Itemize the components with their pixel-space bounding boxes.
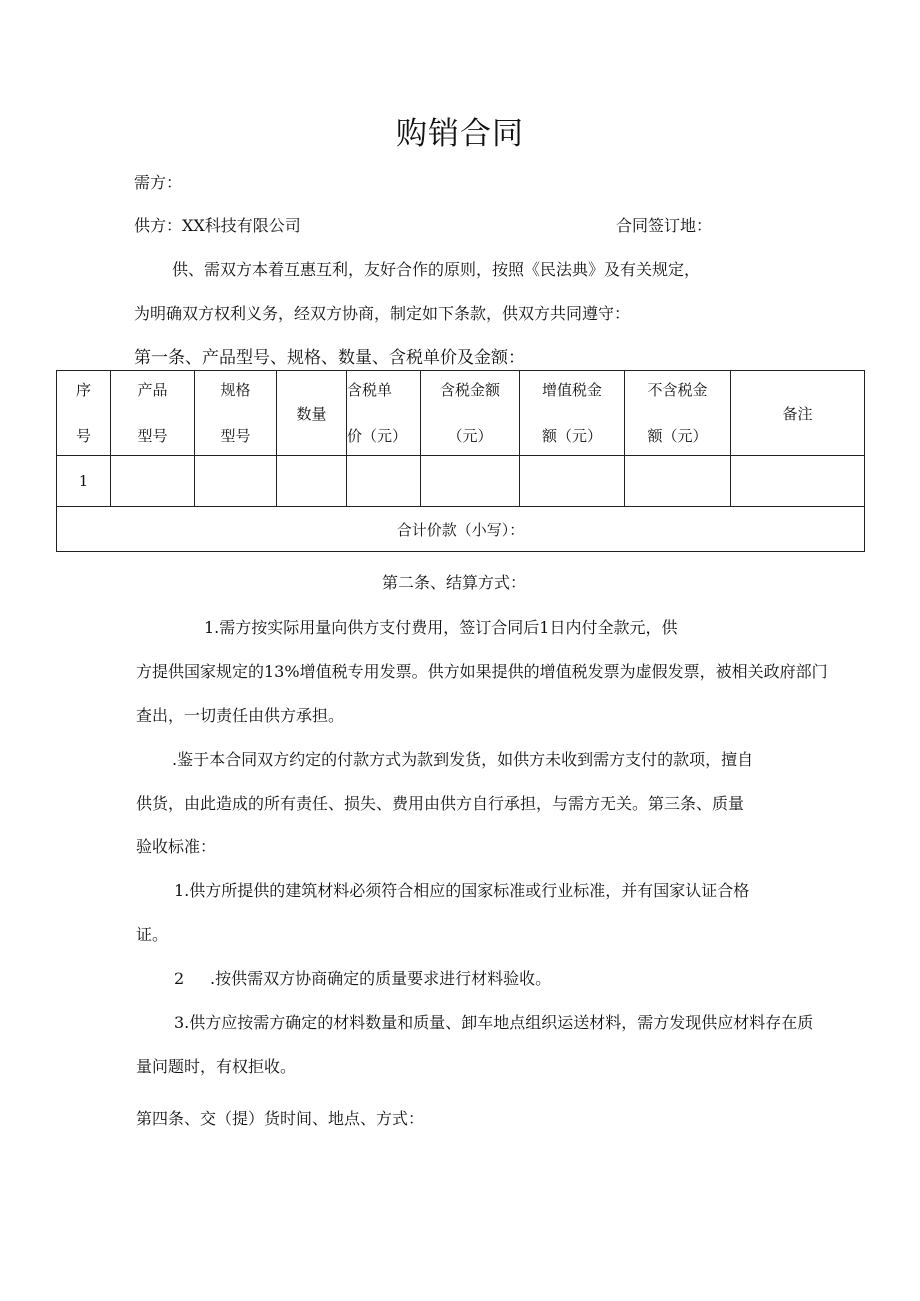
article3-line-4: 3.供方应按需方确定的材料数量和质量、卸车地点组织运送材料，需方发现供应材料存在质	[174, 1013, 814, 1032]
empty-cell	[421, 456, 520, 507]
seller-line: 供方：XX科技有限公司	[134, 216, 301, 235]
article3-line-5: 量问题时，有权拒收。	[136, 1057, 297, 1076]
article2-line-3: 查出，一切责任由供方承担。	[136, 706, 345, 725]
table-total-row	[57, 507, 865, 552]
header-spec-model: 规格 型号	[195, 371, 277, 456]
empty-cell	[195, 456, 277, 507]
row-index-cell: 1	[57, 456, 111, 507]
table-header-row	[57, 371, 865, 456]
empty-cell	[731, 456, 865, 507]
header-quantity: 数量	[277, 371, 347, 456]
empty-cell	[625, 456, 731, 507]
buyer-label: 需方：	[134, 173, 183, 192]
header-vat-amount: 增值税金 额（元）	[520, 371, 625, 456]
preamble-line-1: 供、需双方本着互惠互利，友好合作的原则，按照《民法典》及有关规定，	[172, 260, 701, 279]
article2-heading: 第二条、结算方式：	[382, 573, 527, 592]
article1-heading: 第一条、产品型号、规格、数量、含税单价及金额：	[134, 348, 525, 368]
article3-item-number-2: 2	[174, 969, 185, 988]
empty-cell	[520, 456, 625, 507]
contract-title: 购销合同	[396, 116, 524, 152]
goods-table	[56, 370, 865, 552]
article2-line-2: 方提供国家规定的13%增值税专用发票。供方如果提供的增值税发票为虚假发票，被相关政府部门	[136, 662, 828, 681]
article2-line-4: .鉴于本合同双方约定的付款方式为款到发货，如供方未收到需方支付的款项，擅自	[172, 750, 754, 769]
sign-place-label: 合同签订地：	[616, 216, 713, 235]
empty-cell	[277, 456, 347, 507]
empty-cell	[111, 456, 195, 507]
header-tax-inclusive-amount: 含税金额 （元）	[421, 371, 520, 456]
header-remarks: 备注	[731, 371, 865, 456]
article3-line-1: 1.供方所提供的建筑材料必须符合相应的国家标准或行业标准，并有国家认证合格	[174, 881, 750, 900]
article3-line-2: 证。	[136, 925, 169, 944]
preamble-line-2: 为明确双方权利义务，经双方协商，制定如下条款，供双方共同遵守：	[134, 304, 631, 323]
header-index: 序 号	[57, 371, 111, 456]
article4-heading: 第四条、交（提）货时间、地点、方式：	[136, 1109, 425, 1128]
table-row	[57, 456, 865, 507]
empty-cell	[347, 456, 421, 507]
header-product-model: 产品 型号	[111, 371, 195, 456]
article2-line-6: 验收标准：	[136, 837, 217, 856]
header-tax-exclusive-amount: 不含税金 额（元）	[625, 371, 731, 456]
article2-line-1: 1.需方按实际用量向供方支付费用，签订合同后1日内付全款元，供	[204, 618, 678, 637]
article2-line-5: 供货，由此造成的所有责任、损失、费用由供方自行承担，与需方无关。第三条、质量	[136, 794, 745, 813]
header-unit-price: 含税单 价（元）	[347, 371, 421, 456]
total-price-label: 合计价款（小写）：	[57, 507, 865, 552]
article3-line-3: .按供需双方协商确定的质量要求进行材料验收。	[210, 969, 552, 988]
